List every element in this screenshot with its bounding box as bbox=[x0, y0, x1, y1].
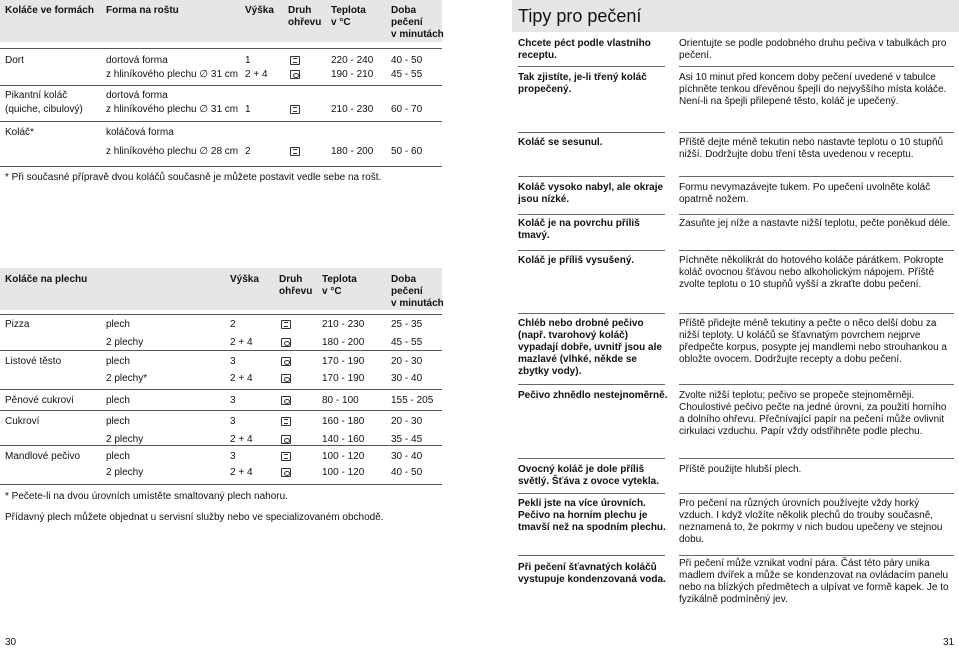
cell-name: (quiche, cibulový) bbox=[5, 104, 83, 115]
table2-col-name: Koláče na plechu bbox=[5, 274, 88, 285]
divider bbox=[518, 384, 665, 385]
divider bbox=[0, 121, 442, 122]
tip-problem: Koláč se sesunul. bbox=[518, 137, 603, 148]
divider bbox=[679, 132, 954, 133]
tip-problem: Koláč vysoko nabyl, ale okraje jsou nízké. bbox=[518, 182, 664, 205]
divider bbox=[679, 458, 954, 459]
cell-time: 40 - 50 bbox=[391, 55, 423, 66]
tip-solution: Zvolte nižší teplotu; pečivo se propeče stejnoměrněji. Choulostivé pečivo pečte na jedné úrovni, za použití horního a dolního ohřevu. Přečnívající papír na pečení může ovlivnit cirkulaci vzduchu. Papír vždy odstřihněte podle plechu. bbox=[679, 390, 947, 437]
cell-temp: 170 - 190 bbox=[322, 373, 365, 384]
cell-temp: 180 - 200 bbox=[331, 146, 374, 157]
page-number-right: 31 bbox=[943, 637, 955, 648]
hot-air-heat-icon bbox=[281, 468, 291, 477]
table1-footnote: * Při současné přípravě dvou koláčů současně je můžete postavit vedle sebe na rošt. bbox=[5, 172, 382, 183]
cell-level: 1 bbox=[245, 104, 251, 115]
cell-form: 2 plechy bbox=[106, 434, 144, 445]
hot-air-heat-icon bbox=[290, 70, 300, 79]
tip-problem: Koláč je na povrchu příliš tmavý. bbox=[518, 218, 640, 241]
cell-temp: 100 - 120 bbox=[322, 467, 365, 478]
divider bbox=[518, 458, 665, 459]
table2-col-temp: Teplota v °C bbox=[322, 274, 357, 297]
cell-form: 2 plechy* bbox=[106, 373, 148, 384]
cell-form: plech bbox=[106, 395, 130, 406]
cell-level: 3 bbox=[230, 451, 236, 462]
cell-level: 2 bbox=[230, 319, 236, 330]
top-bottom-heat-icon bbox=[290, 56, 300, 65]
cell-time: 45 - 55 bbox=[391, 337, 423, 348]
cell-temp: 180 - 200 bbox=[322, 337, 365, 348]
cell-form: z hliníkového plechu ∅ 28 cm bbox=[106, 146, 239, 157]
tip-solution: Zasuňte jej níže a nastavte nižší teplotu, pečte poněkud déle. bbox=[679, 218, 951, 229]
tip-problem: Tak zjistíte, je-li třený koláč propečený. bbox=[518, 72, 647, 95]
cell-temp: 140 - 160 bbox=[322, 434, 365, 445]
tip-problem: Při pečení šťavnatých koláčů vystupuje kondenzovaná voda. bbox=[518, 562, 666, 585]
cell-name: Pěnové cukroví bbox=[5, 395, 74, 406]
cell-time: 30 - 40 bbox=[391, 373, 423, 384]
hot-air-heat-icon bbox=[281, 396, 291, 405]
cell-name: Dort bbox=[5, 55, 24, 66]
tip-problem: Pečivo zhnědlo nestejnoměrně. bbox=[518, 390, 668, 401]
divider bbox=[0, 484, 442, 485]
cell-form: dortová forma bbox=[106, 55, 168, 66]
cell-name: Cukroví bbox=[5, 416, 40, 427]
divider bbox=[518, 176, 665, 177]
table2-footnote-2: Přídavný plech můžete objednat u servisní služby nebo ve specializovaném obchodě. bbox=[5, 512, 384, 523]
divider bbox=[0, 350, 442, 351]
divider bbox=[518, 214, 665, 215]
table2-col-heat: Druh ohřevu bbox=[279, 274, 313, 297]
divider bbox=[518, 555, 665, 556]
tip-solution: Orientujte se podle podobného druhu pečiva v tabulkách pro pečení. bbox=[679, 38, 947, 61]
divider bbox=[679, 313, 954, 314]
cell-time: 20 - 30 bbox=[391, 356, 423, 367]
tip-problem: Ovocný koláč je dole příliš světlý. Šťáva z ovoce vytekla. bbox=[518, 464, 659, 487]
hot-air-heat-icon bbox=[281, 357, 291, 366]
cell-name: Listové těsto bbox=[5, 356, 62, 367]
cell-time: 30 - 40 bbox=[391, 451, 423, 462]
table1-col-form: Forma na roštu bbox=[106, 5, 179, 16]
cell-level: 2 + 4 bbox=[230, 373, 253, 384]
table1-col-time: Doba pečení v minutách bbox=[391, 5, 444, 40]
tip-solution: Asi 10 minut před koncem doby pečení uvedené v tabulce píchněte tenkou dřevěnou špejlí do nejvyššího místa koláče. Není-li na špejli přilepené těsto, koláč je upečený. bbox=[679, 72, 947, 107]
hot-air-heat-icon bbox=[281, 374, 291, 383]
cell-form: dortová forma bbox=[106, 90, 168, 101]
cell-name: Mandlové pečivo bbox=[5, 451, 81, 462]
cell-time: 155 - 205 bbox=[391, 395, 434, 406]
cell-form: z hliníkového plechu ∅ 31 cm bbox=[106, 104, 239, 115]
cell-level: 3 bbox=[230, 416, 236, 427]
cell-temp: 210 - 230 bbox=[331, 104, 374, 115]
cell-form: 2 plechy bbox=[106, 467, 144, 478]
cell-temp: 100 - 120 bbox=[322, 451, 365, 462]
cell-form: plech bbox=[106, 356, 130, 367]
cell-level: 3 bbox=[230, 395, 236, 406]
tip-problem: Chléb nebo drobné pečivo (např. tvarohový koláč) vypadají dobře, uvnitř jsou ale mazlavé (vlhké, někde se zbytky vody). bbox=[518, 318, 662, 377]
hot-air-heat-icon bbox=[281, 338, 291, 347]
cell-level: 2 + 4 bbox=[230, 467, 253, 478]
divider bbox=[679, 250, 954, 251]
cell-temp: 170 - 190 bbox=[322, 356, 365, 367]
divider bbox=[518, 250, 665, 251]
divider bbox=[0, 85, 442, 86]
cell-form: plech bbox=[106, 319, 130, 330]
cell-time: 35 - 45 bbox=[391, 434, 423, 445]
tip-solution: Pro pečení na různých úrovních používejte vždy horký vzduch. I když vložíte několik plechů do trouby současně, neznamená to, že pokrmy v nich budou upečeny ve stejnou dobu. bbox=[679, 498, 943, 545]
top-bottom-heat-icon bbox=[290, 105, 300, 114]
tip-solution: Při pečení může vznikat vodní pára. Část této páry unika madlem dvířek a může se kondenzovat na ovládacím panelu nebo na blízkých předmětech a ulpívat ve formě kapek. Je to fyzikálně podmíněný jev. bbox=[679, 558, 949, 605]
cell-temp: 220 - 240 bbox=[331, 55, 374, 66]
divider bbox=[679, 176, 954, 177]
table1-col-name: Koláče ve formách bbox=[5, 5, 94, 16]
divider bbox=[0, 389, 442, 390]
cell-level: 2 bbox=[245, 146, 251, 157]
divider bbox=[518, 132, 665, 133]
top-bottom-heat-icon bbox=[281, 320, 291, 329]
divider bbox=[0, 166, 442, 167]
cell-form: 2 plechy bbox=[106, 337, 144, 348]
cell-level: 2 + 4 bbox=[245, 69, 268, 80]
cell-temp: 160 - 180 bbox=[322, 416, 365, 427]
divider bbox=[679, 66, 954, 67]
cell-temp: 210 - 230 bbox=[322, 319, 365, 330]
top-bottom-heat-icon bbox=[290, 147, 300, 156]
divider bbox=[518, 313, 665, 314]
cell-form: z hliníkového plechu ∅ 31 cm bbox=[106, 69, 239, 80]
cell-name: Pizza bbox=[5, 319, 30, 330]
divider bbox=[0, 48, 442, 49]
table1-col-heat: Druh ohřevu bbox=[288, 5, 322, 28]
table2-col-time: Doba pečení v minutách bbox=[391, 274, 444, 309]
cell-form: koláčová forma bbox=[106, 127, 174, 138]
divider bbox=[518, 66, 665, 67]
divider bbox=[679, 214, 954, 215]
cell-level: 2 + 4 bbox=[230, 434, 253, 445]
tip-solution: Píchněte několikrát do hotového koláče párátkem. Pokropte koláč ovocnou šťávou nebo alkoholickým nápojem. Příště zvolte teplotu o 10 stupňů vyšší a zkraťte dobu pečení. bbox=[679, 255, 944, 290]
divider bbox=[679, 555, 954, 556]
cell-time: 50 - 60 bbox=[391, 146, 423, 157]
tip-problem: Pekli jste na více úrovních. Pečivo na horním plechu je tmavší než na spodním plechu. bbox=[518, 498, 666, 533]
tip-problem: Koláč je příliš vysušený. bbox=[518, 255, 635, 266]
cell-time: 20 - 30 bbox=[391, 416, 423, 427]
cell-form: plech bbox=[106, 416, 130, 427]
top-bottom-heat-icon bbox=[281, 417, 291, 426]
table2-col-level: Výška bbox=[230, 274, 259, 285]
hot-air-heat-icon bbox=[281, 435, 291, 444]
cell-time: 40 - 50 bbox=[391, 467, 423, 478]
cell-level: 3 bbox=[230, 356, 236, 367]
cell-form: plech bbox=[106, 451, 130, 462]
table1-col-temp: Teplota v °C bbox=[331, 5, 366, 28]
divider bbox=[679, 493, 954, 494]
divider bbox=[0, 445, 442, 446]
cell-level: 2 + 4 bbox=[230, 337, 253, 348]
page-title: Tipy pro pečení bbox=[518, 6, 642, 26]
cell-time: 45 - 55 bbox=[391, 69, 423, 80]
tip-problem: Chcete péct podle vlastního receptu. bbox=[518, 38, 651, 61]
cell-time: 25 - 35 bbox=[391, 319, 423, 330]
cell-name: Koláč* bbox=[5, 127, 34, 138]
tip-solution: Příště přidejte méně tekutiny a pečte o něco delší dobu za nižší teploty. U koláčů se šťavnatým povrchem nejprve předpečte korpus, posypte jej mandlemi nebo strouhankou a obložte ovocem. Dodržujte recepty a dobu pečení. bbox=[679, 318, 947, 365]
cell-name: Pikantní koláč bbox=[5, 90, 68, 101]
cell-temp: 190 - 210 bbox=[331, 69, 374, 80]
tip-solution: Příště použijte hlubší plech. bbox=[679, 464, 802, 475]
table1-col-level: Výška bbox=[245, 5, 274, 16]
divider bbox=[679, 384, 954, 385]
divider bbox=[0, 314, 442, 315]
tip-solution: Příště dejte méně tekutin nebo nastavte teplotu o 10 stupňů nižší. Dodržujte dobu tření těsta uvedenou v receptu. bbox=[679, 137, 944, 160]
divider bbox=[518, 493, 665, 494]
cell-level: 1 bbox=[245, 55, 251, 66]
page-number-left: 30 bbox=[5, 637, 17, 648]
cell-time: 60 - 70 bbox=[391, 104, 423, 115]
tip-solution: Formu nevymazávejte tukem. Po upečení uvolněte koláč opatrně nožem. bbox=[679, 182, 931, 205]
divider bbox=[0, 410, 442, 411]
top-bottom-heat-icon bbox=[281, 452, 291, 461]
cell-temp: 80 - 100 bbox=[322, 395, 359, 406]
table2-footnote-1: * Pečete-li na dvou úrovních umístěte smaltovaný plech nahoru. bbox=[5, 491, 288, 502]
